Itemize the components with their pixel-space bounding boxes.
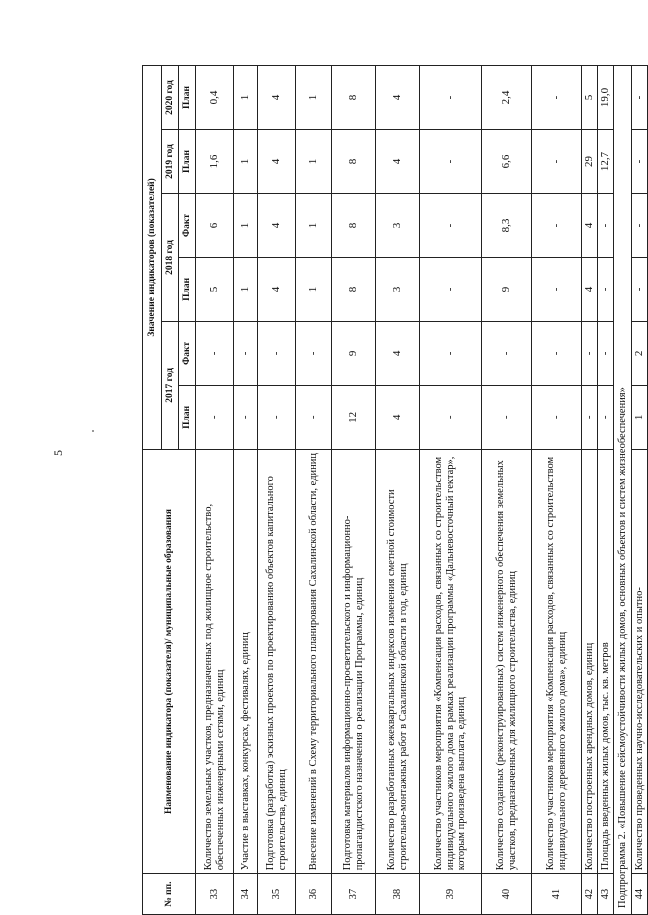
header-year-2020: 2020 год — [162, 66, 179, 130]
header-year-2019: 2019 год — [162, 130, 179, 194]
header-fact: Факт — [179, 194, 196, 258]
table-row — [598, 66, 614, 915]
value-cell: - — [420, 194, 482, 258]
header-plan: План — [179, 130, 196, 194]
value-cell: 8,3 — [482, 194, 532, 258]
table-row — [532, 66, 582, 915]
value-cell: 8 — [332, 66, 376, 130]
value-cell: 1 — [296, 194, 332, 258]
indicator-name: Количество построенных арендных домов, единиц — [582, 449, 598, 873]
value-cell: - — [482, 321, 532, 385]
value-cell: 4 — [582, 257, 598, 321]
value-cell: 9 — [482, 257, 532, 321]
row-number: 38 — [376, 874, 420, 915]
value-cell: 5 — [582, 66, 598, 130]
indicator-name: Количество проведенных научно-исследовательских и опытно- — [632, 449, 648, 873]
value-cell: - — [632, 194, 648, 258]
header-year-2018: 2018 год — [162, 194, 179, 322]
table-row — [234, 66, 258, 915]
value-cell: 1 — [234, 130, 258, 194]
value-cell: - — [420, 257, 482, 321]
value-cell: 1 — [234, 194, 258, 258]
value-cell: 12 — [332, 385, 376, 449]
value-cell: 5 — [196, 257, 234, 321]
value-cell: - — [196, 385, 234, 449]
value-cell: - — [632, 66, 648, 130]
value-cell: 4 — [258, 66, 296, 130]
value-cell: - — [582, 385, 598, 449]
value-cell: 19,0 — [598, 66, 614, 130]
value-cell: 1 — [234, 257, 258, 321]
header-plan: План — [179, 66, 196, 130]
row-number: 39 — [420, 874, 482, 915]
value-cell: - — [598, 194, 614, 258]
value-cell: 4 — [258, 257, 296, 321]
value-cell: - — [258, 385, 296, 449]
value-cell: - — [532, 66, 582, 130]
table-row — [196, 66, 234, 915]
value-cell: 12,7 — [598, 130, 614, 194]
landscape-table-wrapper — [142, 65, 646, 915]
value-cell: - — [632, 130, 648, 194]
indicator-name: Внесение изменений в Схему территориального планирования Сахалинской области, единиц — [296, 449, 332, 873]
value-cell: 4 — [376, 66, 420, 130]
value-cell: - — [532, 257, 582, 321]
value-cell: 1 — [632, 385, 648, 449]
value-cell: 29 — [582, 130, 598, 194]
row-number: 41 — [532, 874, 582, 915]
value-cell: 8 — [332, 130, 376, 194]
indicator-name: Количество участников мероприятия «Компенсация расходов, связанных со строительством индивидуального деревянного жилого дома», единиц — [532, 449, 582, 873]
value-cell: - — [482, 385, 532, 449]
value-cell: - — [420, 321, 482, 385]
value-cell: 1 — [234, 66, 258, 130]
value-cell: - — [420, 130, 482, 194]
indicator-name: Количество участников мероприятия «Компенсация расходов, связанных со строительством индивидуального жилого дома в рамках реализации программы «Дальневосточный гектар», которым произведена выплата, единиц — [420, 449, 482, 873]
row-number: 37 — [332, 874, 376, 915]
value-cell: 3 — [376, 194, 420, 258]
value-cell: 0,4 — [196, 66, 234, 130]
page-number: 5 — [51, 450, 65, 456]
row-number: 43 — [598, 874, 614, 915]
table-row — [332, 66, 376, 915]
value-cell: - — [598, 385, 614, 449]
row-number: 42 — [582, 874, 598, 915]
value-cell: 8 — [332, 257, 376, 321]
value-cell: 4 — [376, 385, 420, 449]
value-cell: - — [632, 257, 648, 321]
header-fact: Факт — [179, 321, 196, 385]
indicator-name: Количество созданных (реконструированных) систем инженерного обеспечения земельных участков, предназначенных для жилищного строительства, единиц — [482, 449, 532, 873]
indicators-table — [142, 65, 648, 915]
value-cell: - — [296, 385, 332, 449]
value-cell: - — [598, 257, 614, 321]
indicator-name: Площадь введенных жилых домов, тыс. кв. метров — [598, 449, 614, 873]
value-cell: - — [532, 385, 582, 449]
value-cell: 1 — [296, 257, 332, 321]
value-cell: - — [598, 321, 614, 385]
value-cell: 4 — [582, 194, 598, 258]
table-row — [420, 66, 482, 915]
value-cell: 4 — [258, 194, 296, 258]
value-cell: 8 — [332, 194, 376, 258]
row-number: 34 — [234, 874, 258, 915]
value-cell: - — [582, 321, 598, 385]
value-cell: 4 — [376, 321, 420, 385]
value-cell: - — [234, 385, 258, 449]
value-cell: - — [420, 385, 482, 449]
scan-speck — [92, 430, 94, 432]
header-plan: План — [179, 257, 196, 321]
indicator-name: Подготовка (разработка) эскизных проектов по проектированию объектов капитального строительства, единиц — [258, 449, 296, 873]
value-cell: - — [420, 66, 482, 130]
indicator-name: Подготовка материалов информационно-просветительского и информационно-пропагандистского назначения о реализации Программы, единиц — [332, 449, 376, 873]
indicator-name: Количество земельных участков, предназначенных под жилищное строительство, обеспеченных инженерными сетями, единиц — [196, 449, 234, 873]
rotated-table-frame — [142, 65, 646, 915]
value-cell: - — [532, 130, 582, 194]
table-row — [258, 66, 296, 915]
value-cell: 3 — [376, 257, 420, 321]
value-cell: 1,6 — [196, 130, 234, 194]
value-cell: - — [258, 321, 296, 385]
table-row — [296, 66, 332, 915]
table-row — [482, 66, 532, 915]
row-number: 33 — [196, 874, 234, 915]
header-name: Наименование индикатора (показателя)/ муниципальные образования — [143, 449, 196, 873]
indicator-name: Участие в выставках, конкурсах, фестивалях, единиц — [234, 449, 258, 873]
value-cell: - — [532, 194, 582, 258]
row-number: 40 — [482, 874, 532, 915]
value-cell: 9 — [332, 321, 376, 385]
value-cell: 4 — [376, 130, 420, 194]
value-cell: - — [532, 321, 582, 385]
subprogram-title: Подпрограмма 2. «Повышение сейсмоустойчивости жилых домов, основных объектов и систем жизнеобеспечения» — [614, 66, 632, 915]
value-cell: - — [296, 321, 332, 385]
value-cell: 2 — [632, 321, 648, 385]
value-cell: 6,6 — [482, 130, 532, 194]
row-number: 36 — [296, 874, 332, 915]
value-cell: - — [196, 321, 234, 385]
value-cell: 1 — [296, 66, 332, 130]
value-cell: 2,4 — [482, 66, 532, 130]
table-row — [376, 66, 420, 915]
table-row — [632, 66, 648, 915]
value-cell: 1 — [296, 130, 332, 194]
header-values-group: Значение индикаторов (показателей) — [143, 66, 162, 450]
value-cell: - — [234, 321, 258, 385]
subprogram-row — [614, 66, 632, 915]
row-number: 35 — [258, 874, 296, 915]
table-row — [582, 66, 598, 915]
row-number: 44 — [632, 874, 648, 915]
value-cell: 4 — [258, 130, 296, 194]
value-cell: 6 — [196, 194, 234, 258]
header-plan: План — [179, 385, 196, 449]
header-year-2017: 2017 год — [162, 321, 179, 449]
indicator-name: Количество разработанных ежеквартальных индексов изменения сметной стоимости строительно-монтажных работ в Сахалинской области в год, единиц — [376, 449, 420, 873]
header-num: № пп. — [143, 874, 196, 915]
